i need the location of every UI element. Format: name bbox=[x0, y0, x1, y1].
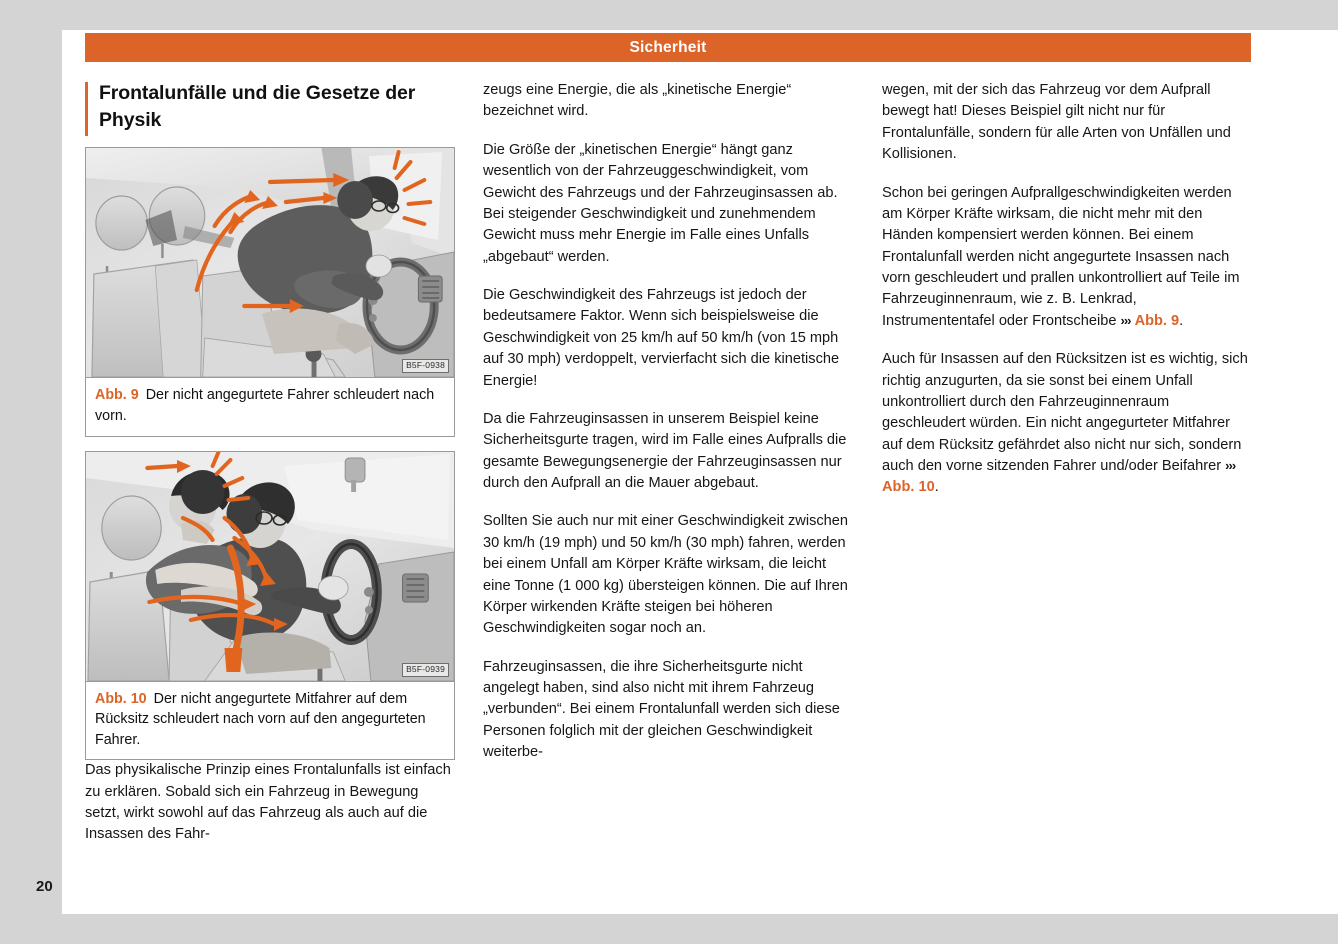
figure-9-caption bbox=[86, 378, 454, 435]
running-header bbox=[85, 33, 1251, 62]
paragraph-right-2-text: Schon bei geringen Aufprallgeschwindigkeiten werden am Körper Kräfte wirksam, die nicht mehr mit den Händen kompensiert werden können. Bei einem Frontalunfall werden nicht angegurtete Insassen nach vorn geschleudert und prallen unkontrolliert auf Teile im Fahrzeuginnenraum, wie z. B. Lenkrad, Instrumententafel oder Frontscheibe bbox=[882, 184, 1240, 329]
figure-10-label: Abb. 10 bbox=[95, 690, 147, 707]
page-number: 20 bbox=[36, 878, 53, 895]
paragraph-right-3 bbox=[882, 349, 1252, 499]
figure-10-caption bbox=[86, 682, 454, 760]
figure-10-caption-text: Der nicht angegurtete Mitfahrer auf dem Rücksitz schleudert nach vorn auf den angegurteten Fahrer. bbox=[95, 690, 426, 748]
paragraph-right-1: wegen, mit der sich das Fahrzeug vor dem Aufprall bewegt hat! Dieses Beispiel gilt nicht nur für Frontalunfälle, sondern für alle Arten von Unfällen und Kollisionen. bbox=[882, 82, 1231, 163]
figure-abb-10 bbox=[85, 451, 455, 761]
paragraph-left-1: Das physikalische Prinzip eines Frontalunfalls ist einfach zu erklären. Sobald sich ein Fahrzeug in Bewegung setzt, wirkt sowohl auf das Fahrzeug als auch auf die Insassen des Fahr- bbox=[85, 762, 451, 843]
xref-arrow-icon: ››› bbox=[1225, 458, 1236, 473]
column-left bbox=[85, 80, 455, 863]
paragraph-right-3-tail: . bbox=[934, 479, 939, 496]
figure-9-image bbox=[86, 148, 454, 378]
paragraph-right-3-text: Auch für Insassen auf den Rücksitzen ist es wichtig, sich richtig anzugurten, da sie sonst bei einem Unfall unkontrolliert durch den Fahrzeuginnenraum geschleudert würden. Ein nicht angegurteter Mitfahrer auf dem Rücksitz gefährdet also nicht nur sich, sondern auch den vorne sitzenden Fahrer und/oder Beifahrer bbox=[882, 351, 1248, 474]
paragraph-mid-1: zeugs eine Energie, die als „kinetische Energie“ bezeichnet wird. bbox=[483, 82, 792, 120]
figure-10-image bbox=[86, 452, 454, 682]
section-heading-text: Frontalunfälle und die Gesetze der Physik bbox=[99, 82, 416, 131]
xref-abb-10[interactable]: Abb. 10 bbox=[882, 479, 935, 496]
paragraph-right-2-tail: . bbox=[1179, 312, 1184, 329]
content-columns bbox=[85, 80, 1255, 880]
paragraph-mid-5: Sollten Sie auch nur mit einer Geschwindigkeit zwischen 30 km/h (19 mph) und 50 km/h (30 mph) fahren, werden bei einem Unfall am Körper Kräfte wirksam, die leicht eine Tonne (1 000 kg) übersteigen können. Die auf Ihren Körper wirkenden Kräfte steigen bei höheren Geschwindigkeiten sogar noch an. bbox=[483, 513, 849, 637]
column-right bbox=[882, 80, 1252, 516]
paragraph-mid-3: Die Geschwindigkeit des Fahrzeugs ist jedoch der bedeutsamere Faktor. Wenn sich beispielsweise die Geschwindigkeit von 25 km/h auf 50 km/h (von 15 mph auf 30 mph) verdoppelt, vervierfacht sich die kinetische Energie! bbox=[483, 287, 840, 389]
figure-10-code: B5F-0939 bbox=[402, 663, 449, 677]
figure-abb-9 bbox=[85, 147, 455, 436]
figure-9-caption-text: Der nicht angegurtete Fahrer schleudert nach vorn. bbox=[95, 387, 435, 424]
xref-abb-9[interactable]: Abb. 9 bbox=[1134, 312, 1180, 329]
xref-arrow-icon: ››› bbox=[1120, 312, 1131, 328]
figure-9-label: Abb. 9 bbox=[95, 387, 139, 404]
paragraph-mid-2: Die Größe der „kinetischen Energie“ hängt ganz wesentlich von der Fahrzeuggeschwindigkeit, vom Gewicht des Fahrzeugs und der Fahrzeuginsassen ab. Bei steigender Geschwindigkeit und zunehmendem Gewicht muss mehr Energie im Falle eines Unfalls „abgebaut“ werden. bbox=[483, 141, 838, 265]
paragraph-mid-4: Da die Fahrzeuginsassen in unserem Beispiel keine Sicherheitsgurte tragen, wird im Falle eines Aufpralls die gesamte Bewegungsenergie der Fahrzeuginsassen nur durch den Aufprall an die Mauer abgebaut. bbox=[483, 410, 847, 491]
column-middle bbox=[483, 80, 853, 781]
section-heading bbox=[85, 80, 455, 133]
figure-9-code: B5F-0938 bbox=[402, 359, 449, 373]
paragraph-mid-6: Fahrzeuginsassen, die ihre Sicherheitsgurte nicht angelegt haben, sind also nicht mit ihrem Fahrzeug „verbunden“. Bei einem Frontalunfall werden sich diese Personen folglich mit der gleichen Geschwindigkeit weiterbe- bbox=[483, 658, 840, 761]
paragraph-right-2 bbox=[882, 183, 1252, 333]
header-title: Sicherheit bbox=[629, 38, 707, 56]
